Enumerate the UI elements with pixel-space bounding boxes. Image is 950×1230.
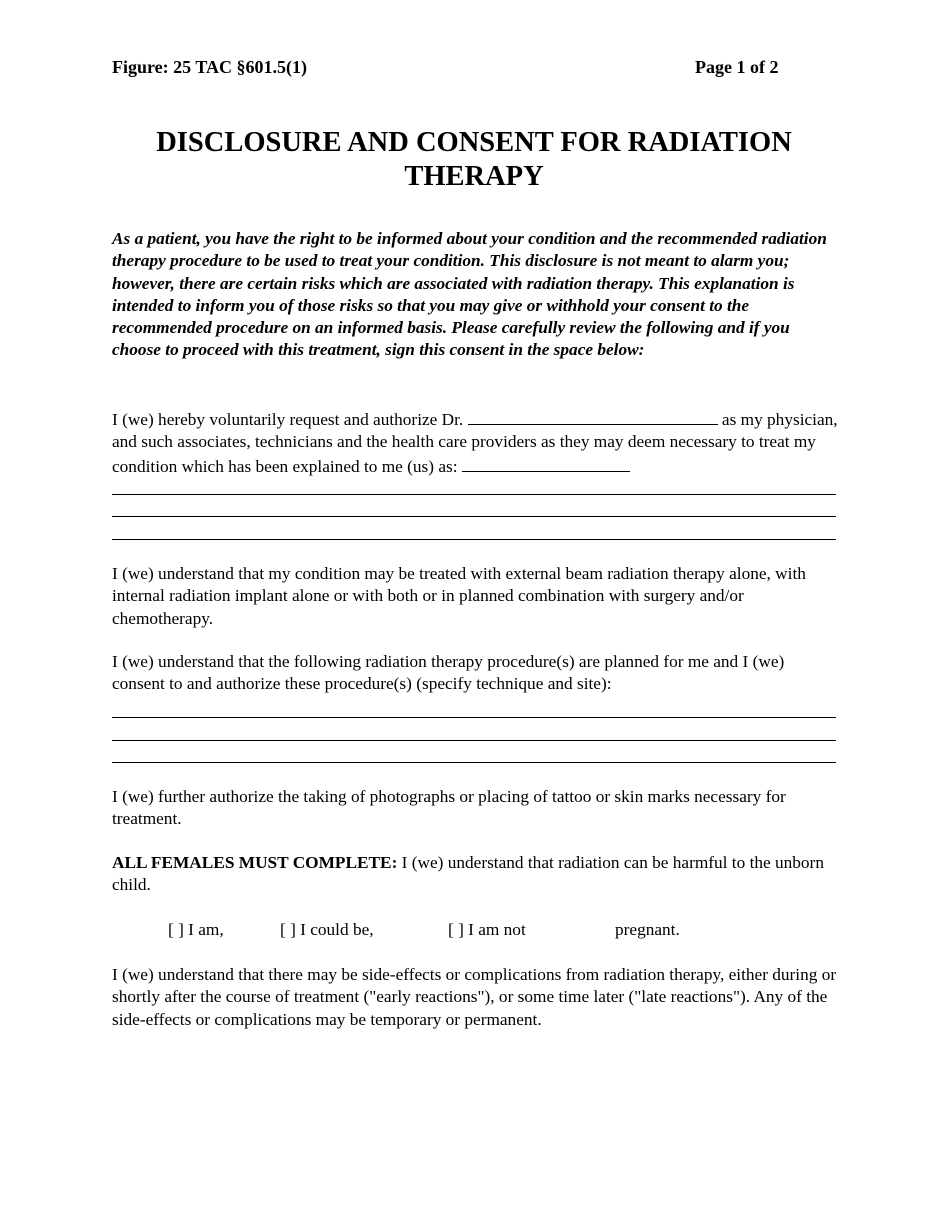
authorization-text-start: I (we) hereby voluntarily request and authorize Dr.	[112, 410, 464, 429]
procedure-line-1[interactable]	[112, 717, 836, 718]
physician-name-field[interactable]	[468, 407, 718, 425]
females-label: ALL FEMALES MUST COMPLETE:	[112, 853, 398, 872]
document-title: DISCLOSURE AND CONSENT FOR RADIATION THERAPY	[156, 127, 792, 192]
pregnancy-option-could-be[interactable]: [ ] I could be,	[280, 920, 374, 939]
side-effects-paragraph: I (we) understand that there may be side-effects or complications from radiation therapy, either during or shortly after the course of treatment ("early reactions"), or some time later ("late reactions"). Any of the side-effects or complications may be temporary or permanent.	[112, 965, 837, 1029]
figure-reference: Figure: 25 TAC §601.5(1)	[112, 57, 307, 77]
authorization-paragraph	[112, 407, 838, 478]
females-paragraph	[112, 852, 838, 897]
condition-field[interactable]	[462, 454, 630, 472]
females-text: I (we) understand that radiation can be harmful to the unborn child.	[112, 853, 824, 895]
pregnancy-suffix: pregnant.	[615, 920, 680, 939]
pregnancy-option-am-not[interactable]: [ ] I am not	[448, 920, 526, 939]
condition-line-3[interactable]	[112, 539, 836, 540]
procedures-paragraph: I (we) understand that the following radiation therapy procedure(s) are planned for me and I (we) consent to and authorize these procedure(s) (specify technique and site):	[112, 652, 785, 694]
page-number: Page 1 of 2	[695, 57, 779, 77]
treatment-paragraph: I (we) understand that my condition may be treated with external beam radiation therapy alone, with internal radiation implant alone or with both or in planned combination with surgery and/or chemotherapy.	[112, 564, 806, 628]
procedure-line-2[interactable]	[112, 740, 836, 741]
condition-line-2[interactable]	[112, 516, 836, 517]
procedure-line-3[interactable]	[112, 762, 836, 763]
intro-paragraph: As a patient, you have the right to be informed about your condition and the recommended radiation therapy procedure to be used to treat your condition. This disclosure is not meant to alarm you; however, there are certain risks which are associated with radiation therapy. This explanation is intended to inform you of those risks so that you may give or withhold your consent to the recommended procedure on an informed basis. Please carefully review the following and if you choose to proceed with this treatment, sign this consent in the space below:	[112, 229, 827, 360]
condition-line-1[interactable]	[112, 494, 836, 495]
authorization-text-end: as my physician, and such associates, technicians and the health care providers as they may deem necessary to treat my condition which has been explained to me (us) as:	[112, 410, 838, 476]
pregnancy-option-am[interactable]: [ ] I am,	[168, 920, 224, 939]
photographs-paragraph: I (we) further authorize the taking of photographs or placing of tattoo or skin marks necessary for treatment.	[112, 787, 786, 829]
